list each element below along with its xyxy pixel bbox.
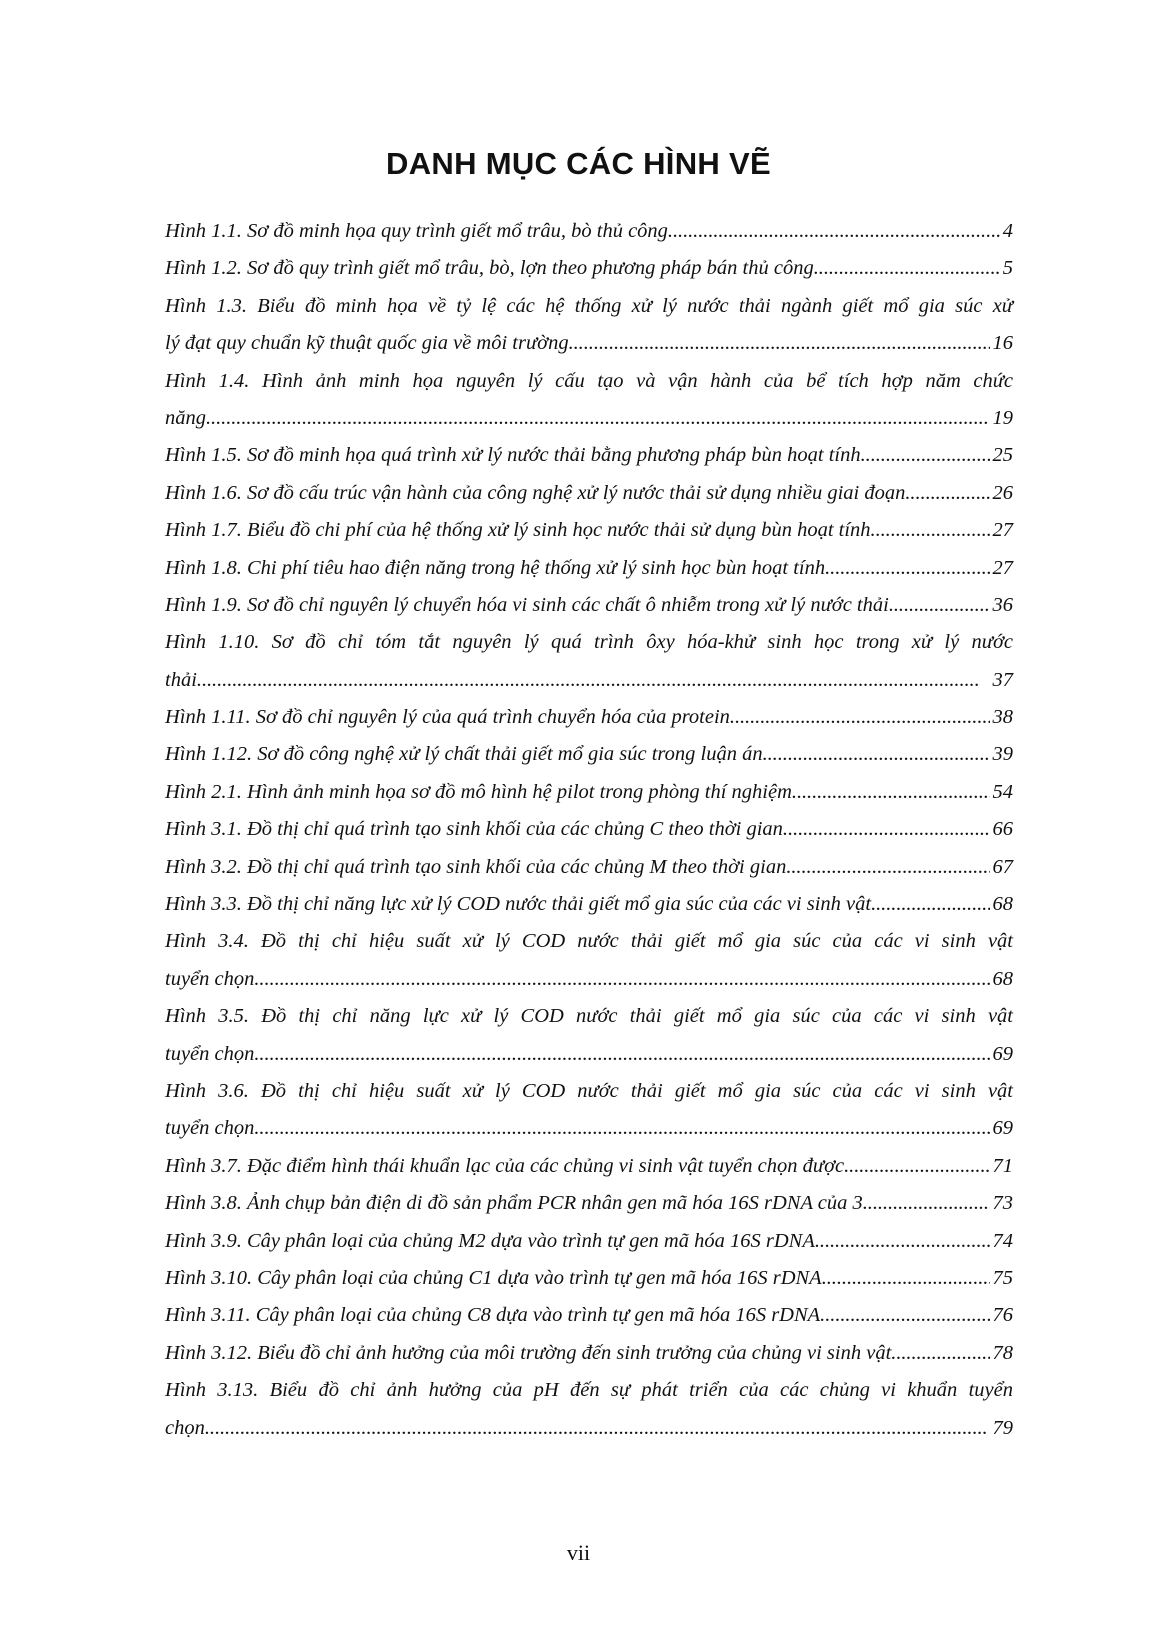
toc-entry-text: Hình 1.5. Sơ đồ minh họa quá trình xử lý nước thải bằng phương pháp bùn hoạt tính bbox=[165, 444, 861, 467]
dot-leader bbox=[569, 325, 990, 362]
dot-leader bbox=[820, 1297, 989, 1334]
dot-leader bbox=[822, 1260, 990, 1297]
toc-entry-page: 67 bbox=[992, 855, 1013, 878]
toc-entry[interactable] bbox=[165, 288, 1013, 363]
toc-entry[interactable] bbox=[165, 811, 1013, 848]
toc-entry[interactable] bbox=[165, 363, 1013, 438]
toc-entry[interactable] bbox=[165, 1335, 1013, 1372]
toc-entry[interactable] bbox=[165, 1073, 1013, 1148]
dot-leader bbox=[254, 1110, 989, 1147]
dot-leader bbox=[815, 1223, 990, 1260]
toc-entry-text: Hình 3.6. Đồ thị chỉ hiệu suất xử lý COD nước thải giết mổ gia súc của các vi sinh vật bbox=[165, 1079, 1013, 1102]
dot-leader bbox=[763, 736, 990, 773]
toc-entry[interactable] bbox=[165, 1372, 1013, 1447]
toc-entry-text: thải bbox=[165, 668, 197, 691]
toc-entry[interactable] bbox=[165, 437, 1013, 474]
toc-entry[interactable] bbox=[165, 923, 1013, 998]
toc-entry-text: chọn bbox=[165, 1416, 205, 1439]
toc-entry-text: Hình 3.13. Biểu đồ chỉ ảnh hưởng của pH đến sự phát triển của các chủng vi khuẩn tuyển bbox=[165, 1379, 1013, 1402]
dot-leader bbox=[844, 1148, 989, 1185]
dot-leader bbox=[905, 475, 989, 512]
toc-entry[interactable] bbox=[165, 587, 1013, 624]
toc-entry-text: Hình 3.7. Đặc điểm hình thái khuẩn lạc của các chủng vi sinh vật tuyển chọn được bbox=[165, 1154, 845, 1177]
toc-entry-text: Hình 3.8. Ảnh chụp bản điện di đồ sản phẩm PCR nhân gen mã hóa 16S rDNA của 3 bbox=[165, 1192, 863, 1215]
toc-entry-text: Hình 1.12. Sơ đồ công nghệ xử lý chất thải giết mổ gia súc trong luận án bbox=[165, 743, 763, 766]
toc-entry-text: Hình 3.12. Biểu đồ chỉ ảnh hưởng của môi trường đến sinh trưởng của chủng vi sinh vật bbox=[165, 1341, 892, 1364]
toc-entry-text: Hình 3.5. Đồ thị chỉ năng lực xử lý COD nước thải giết mổ gia súc của các vi sinh vật bbox=[165, 1005, 1013, 1028]
toc-entry[interactable] bbox=[165, 699, 1013, 736]
dot-leader bbox=[197, 662, 990, 699]
toc-entry-page: 75 bbox=[992, 1266, 1013, 1289]
toc-entry-page: 36 bbox=[992, 593, 1013, 616]
toc-entry-page: 71 bbox=[992, 1154, 1013, 1177]
toc-entry-page: 76 bbox=[992, 1304, 1013, 1327]
toc-entry-page: 25 bbox=[992, 444, 1013, 467]
dot-leader bbox=[205, 1410, 990, 1447]
toc-entry[interactable] bbox=[165, 1148, 1013, 1185]
toc-entry-page: 27 bbox=[992, 556, 1013, 579]
toc-entry[interactable] bbox=[165, 1223, 1013, 1260]
toc-entry-page: 26 bbox=[992, 481, 1013, 504]
toc-entry[interactable] bbox=[165, 213, 1013, 250]
dot-leader bbox=[861, 437, 990, 474]
toc-entry-text: Hình 1.1. Sơ đồ minh họa quy trình giết mổ trâu, bò thủ công bbox=[165, 220, 668, 242]
toc-entry-text: Hình 3.1. Đồ thị chỉ quá trình tạo sinh khối của các chủng C theo thời gian bbox=[165, 818, 783, 841]
dot-leader bbox=[863, 1185, 990, 1222]
toc-entry-page: 4 bbox=[1002, 220, 1013, 242]
toc-entry[interactable] bbox=[165, 624, 1013, 699]
toc-entry[interactable] bbox=[165, 1185, 1013, 1222]
toc-entry-page: 66 bbox=[992, 818, 1013, 841]
toc-entry-text: Hình 1.8. Chi phí tiêu hao điện năng trong hệ thống xử lý sinh học bùn hoạt tính bbox=[165, 556, 826, 579]
dot-leader bbox=[730, 699, 990, 736]
toc-entry-text: Hình 1.7. Biểu đồ chi phí của hệ thống xử lý sinh học nước thải sử dụng bùn hoạt tính bbox=[165, 519, 871, 542]
toc-entry-text: Hình 3.3. Đồ thị chỉ năng lực xử lý COD nước thải giết mổ gia súc của các vi sinh vật bbox=[165, 893, 872, 916]
toc-entry-text: Hình 1.6. Sơ đồ cấu trúc vận hành của công nghệ xử lý nước thải sử dụng nhiều giai đoạn bbox=[165, 481, 906, 504]
toc-entry[interactable] bbox=[165, 1297, 1013, 1334]
toc-entry[interactable] bbox=[165, 250, 1013, 287]
toc-entry-text: tuyển chọn bbox=[165, 967, 255, 990]
dot-leader bbox=[814, 250, 1000, 287]
page-number: vii bbox=[566, 1540, 591, 1565]
dot-leader bbox=[786, 849, 989, 886]
toc-entry-text: Hình 3.4. Đồ thị chỉ hiệu suất xử lý COD nước thải giết mổ gia súc của các vi sinh vật bbox=[165, 930, 1013, 953]
toc-entry-text: tuyển chọn bbox=[165, 1117, 255, 1140]
toc-entry[interactable] bbox=[165, 886, 1013, 923]
toc-entry-page: 37 bbox=[992, 668, 1013, 691]
toc-entry-page: 54 bbox=[992, 780, 1013, 803]
dot-leader bbox=[871, 886, 989, 923]
toc-entry[interactable] bbox=[165, 849, 1013, 886]
page-title: DANH MỤC CÁC HÌNH VẼ bbox=[386, 146, 771, 181]
dot-leader bbox=[783, 811, 990, 848]
toc-entry-page: 68 bbox=[992, 967, 1013, 990]
toc-entry-text: Hình 3.10. Cây phân loại của chủng C1 dựa vào trình tự gen mã hóa 16S rDNA bbox=[165, 1266, 822, 1289]
toc-entry-text: Hình 1.9. Sơ đồ chỉ nguyên lý chuyển hóa vi sinh các chất ô nhiễm trong xử lý nước thải bbox=[165, 593, 889, 616]
toc-entry-text: Hình 1.4. Hình ảnh minh họa nguyên lý cấu tạo và vận hành của bể tích hợp năm chức bbox=[165, 369, 1013, 392]
toc-entry-text: tuyển chọn bbox=[165, 1042, 255, 1065]
toc-entry-page: 16 bbox=[992, 332, 1013, 355]
toc-entry-text: Hình 1.11. Sơ đồ chỉ nguyên lý của quá trình chuyển hóa của protein bbox=[165, 706, 730, 729]
toc-entry-page: 5 bbox=[1002, 257, 1013, 280]
dot-leader bbox=[206, 400, 990, 437]
toc-entry-page: 68 bbox=[992, 893, 1013, 916]
toc-entry-text: Hình 1.10. Sơ đồ chỉ tóm tắt nguyên lý quá trình ôxy hóa-khử sinh học trong xử lý nước bbox=[165, 631, 1013, 654]
dot-leader bbox=[792, 774, 990, 811]
toc-entry[interactable] bbox=[165, 774, 1013, 811]
toc-entry[interactable] bbox=[165, 998, 1013, 1073]
toc-entry[interactable] bbox=[165, 736, 1013, 773]
dot-leader bbox=[889, 587, 990, 624]
figure-list bbox=[165, 213, 1013, 1447]
toc-entry-page: 69 bbox=[992, 1042, 1013, 1065]
toc-entry-text: năng bbox=[165, 406, 206, 429]
toc-entry-page: 69 bbox=[992, 1117, 1013, 1140]
toc-entry-text: Hình 1.3. Biểu đồ minh họa về tỷ lệ các hệ thống xử lý nước thải ngành giết mổ gia súc xử bbox=[165, 294, 1013, 317]
dot-leader bbox=[254, 1036, 989, 1073]
toc-entry[interactable] bbox=[165, 1260, 1013, 1297]
dot-leader bbox=[668, 213, 1000, 250]
toc-entry[interactable] bbox=[165, 550, 1013, 587]
dot-leader bbox=[254, 961, 989, 998]
toc-entry[interactable] bbox=[165, 512, 1013, 549]
toc-entry-page: 78 bbox=[992, 1341, 1013, 1364]
toc-entry-text: Hình 3.9. Cây phân loại của chủng M2 dựa vào trình tự gen mã hóa 16S rDNA bbox=[165, 1229, 815, 1252]
toc-entry-text: Hình 3.11. Cây phân loại của chủng C8 dựa vào trình tự gen mã hóa 16S rDNA bbox=[165, 1304, 821, 1327]
toc-entry-text: lý đạt quy chuẩn kỹ thuật quốc gia về môi trường bbox=[165, 332, 569, 355]
dot-leader bbox=[825, 550, 989, 587]
toc-entry-page: 73 bbox=[992, 1192, 1013, 1215]
toc-entry-page: 19 bbox=[992, 406, 1013, 429]
toc-entry[interactable] bbox=[165, 475, 1013, 512]
toc-entry-page: 38 bbox=[992, 706, 1013, 729]
toc-entry-page: 39 bbox=[992, 743, 1013, 766]
toc-entry-text: Hình 3.2. Đồ thị chỉ quá trình tạo sinh khối của các chủng M theo thời gian bbox=[165, 855, 787, 878]
toc-entry-page: 74 bbox=[992, 1229, 1013, 1252]
dot-leader bbox=[891, 1335, 989, 1372]
toc-entry-text: Hình 1.2. Sơ đồ quy trình giết mổ trâu, bò, lợn theo phương pháp bán thủ công bbox=[165, 257, 814, 280]
toc-entry-page: 27 bbox=[992, 519, 1013, 542]
dot-leader bbox=[871, 512, 990, 549]
toc-entry-page: 79 bbox=[992, 1416, 1013, 1439]
toc-entry-text: Hình 2.1. Hình ảnh minh họa sơ đồ mô hình hệ pilot trong phòng thí nghiệm bbox=[165, 780, 792, 803]
